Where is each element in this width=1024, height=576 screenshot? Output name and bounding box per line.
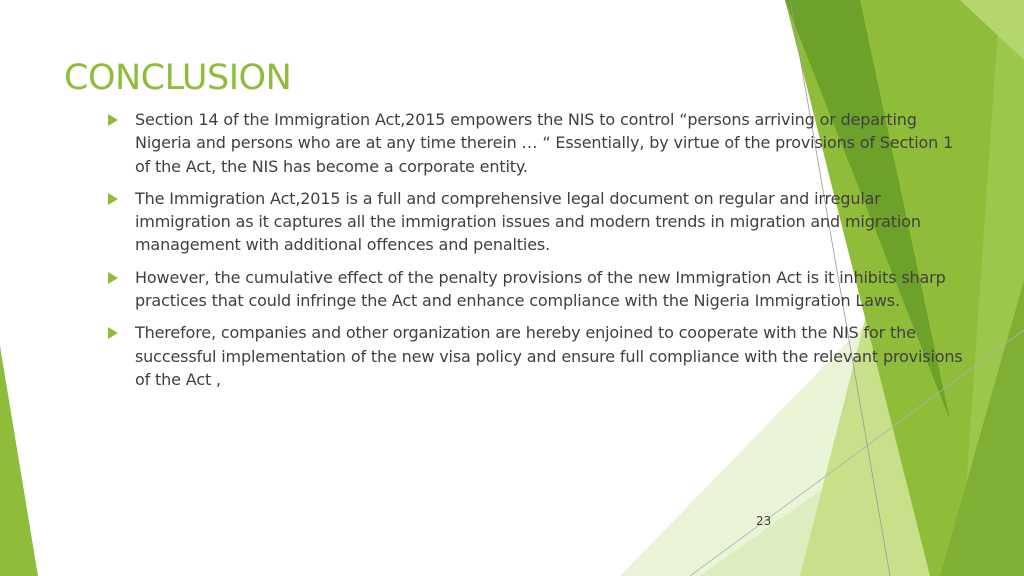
- slide-title: CONCLUSION: [64, 58, 292, 98]
- bullet-item: [108, 266, 968, 313]
- bullet-item: [108, 321, 968, 391]
- bullet-text: However, the cumulative effect of the penalty provisions of the new Immigration Act is it inhibits sharp practices that could infringe the Act and enhance compliance with the Nigeria Immigration Laws.: [135, 267, 946, 311]
- page-number: 23: [756, 514, 772, 528]
- bullet-arrow-icon: [108, 327, 118, 339]
- bullet-text: Section 14 of the Immigration Act,2015 empowers the NIS to control “persons arriving or departing Nigeria and persons who are at any time therein … “ Essentially, by virtue of the provisions of Section 1 of the Act, the NIS has become a corporate entity.: [135, 110, 954, 176]
- bullet-text: Therefore, companies and other organization are hereby enjoined to cooperate with the NIS for the successful implementation of the new visa policy and ensure full compliance with the relevant provisions of the Act ,: [135, 323, 963, 389]
- bullet-list: [108, 108, 968, 400]
- bullet-item: [108, 187, 968, 257]
- bullet-arrow-icon: [108, 272, 118, 284]
- left-facet: [0, 346, 38, 576]
- bullet-arrow-icon: [108, 114, 118, 126]
- bullet-text: The Immigration Act,2015 is a full and comprehensive legal document on regular and irregular immigration as it captures all the immigration issues and modern trends in migration and migration management with additional offences and penalties.: [135, 188, 921, 255]
- bullet-item: [108, 108, 968, 178]
- bullet-arrow-icon: [108, 193, 118, 205]
